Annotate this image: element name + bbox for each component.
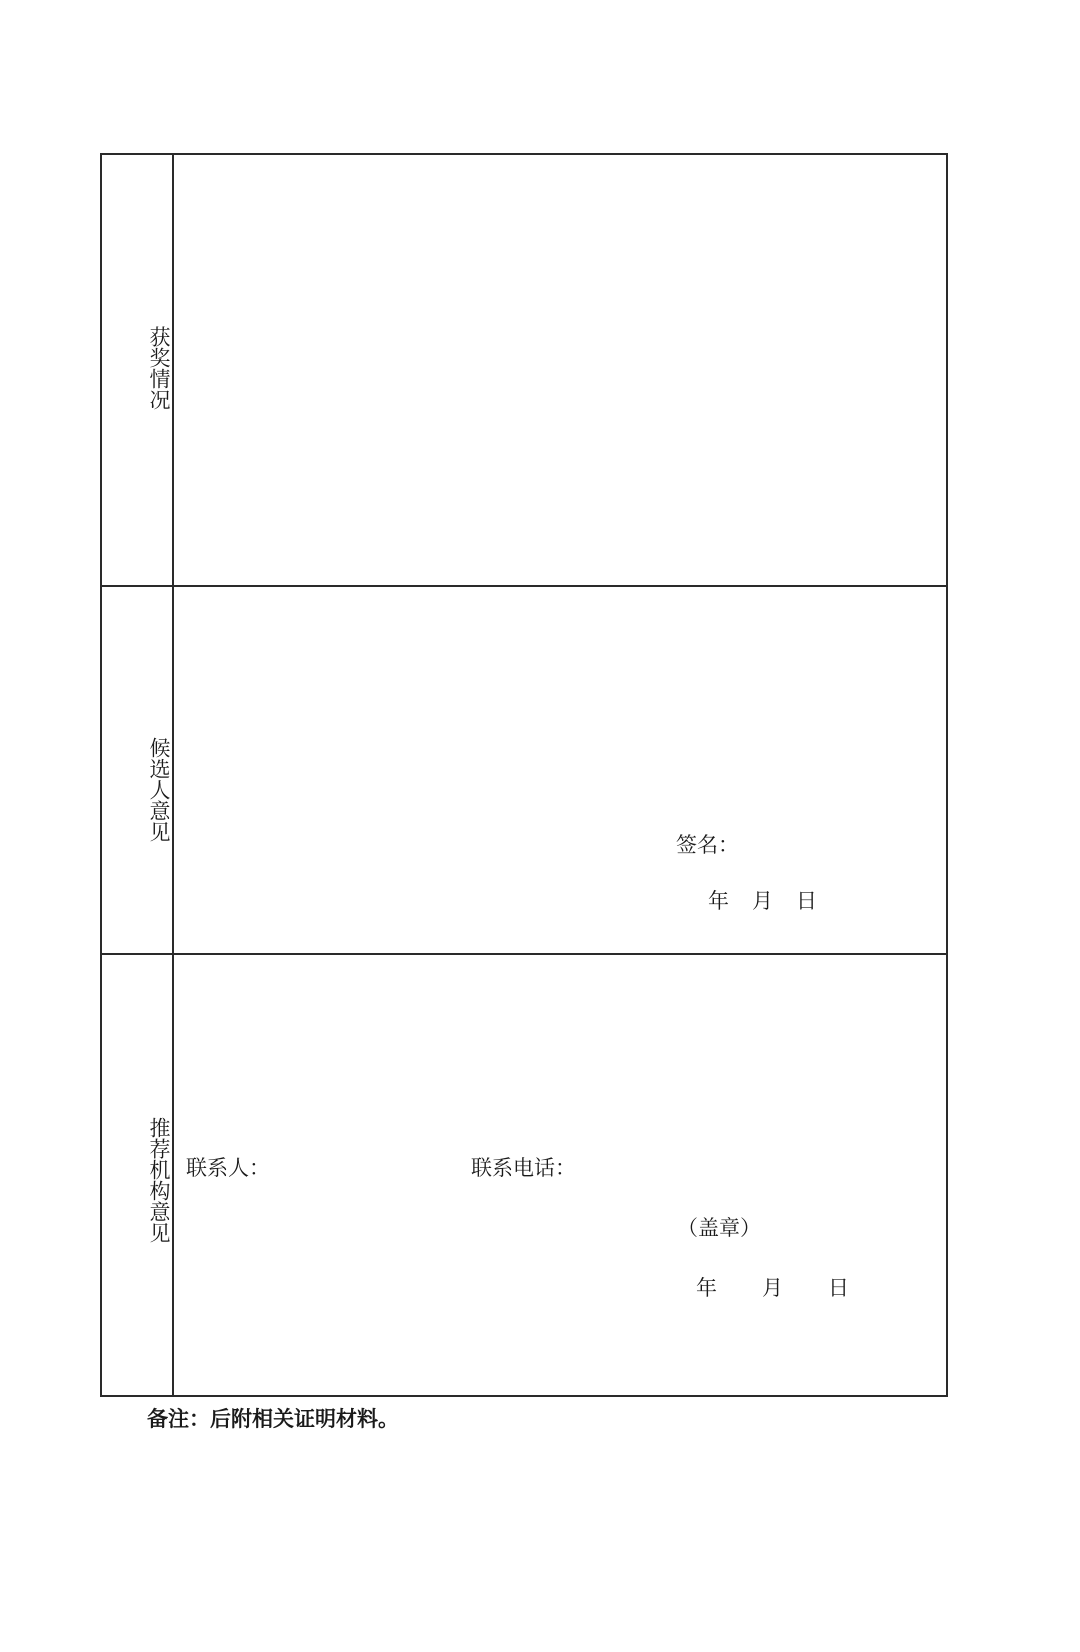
candidate-date-month: 月 xyxy=(752,889,773,913)
candidate-date-year: 年 xyxy=(708,889,729,913)
awards-row xyxy=(102,155,946,587)
signature-label: 签名： xyxy=(676,833,739,857)
candidate-opinion-row xyxy=(102,587,946,955)
application-form-table xyxy=(100,153,948,1397)
awards-content-area[interactable] xyxy=(174,155,946,585)
candidate-date-day: 日 xyxy=(796,889,817,913)
org-opinion-label: 推荐机构意见 xyxy=(147,1116,171,1243)
contact-phone-label: 联系电话： xyxy=(471,1156,576,1180)
org-opinion-label-cell xyxy=(102,955,174,1395)
candidate-opinion-label-cell xyxy=(102,587,174,953)
awards-label-cell xyxy=(102,155,174,585)
contact-person-label: 联系人： xyxy=(186,1156,270,1180)
candidate-opinion-content-area[interactable] xyxy=(174,587,946,953)
org-opinion-row xyxy=(102,955,946,1395)
seal-label: （盖章） xyxy=(677,1216,761,1240)
org-opinion-content-area[interactable] xyxy=(174,955,946,1395)
org-date-month: 月 xyxy=(762,1276,783,1300)
footnote-remark: 备注：后附相关证明材料。 xyxy=(147,1407,399,1431)
awards-label: 获奖情况 xyxy=(147,326,171,410)
candidate-opinion-label: 候选人意见 xyxy=(147,737,171,842)
org-date-year: 年 xyxy=(696,1276,717,1300)
org-date-day: 日 xyxy=(828,1276,849,1300)
